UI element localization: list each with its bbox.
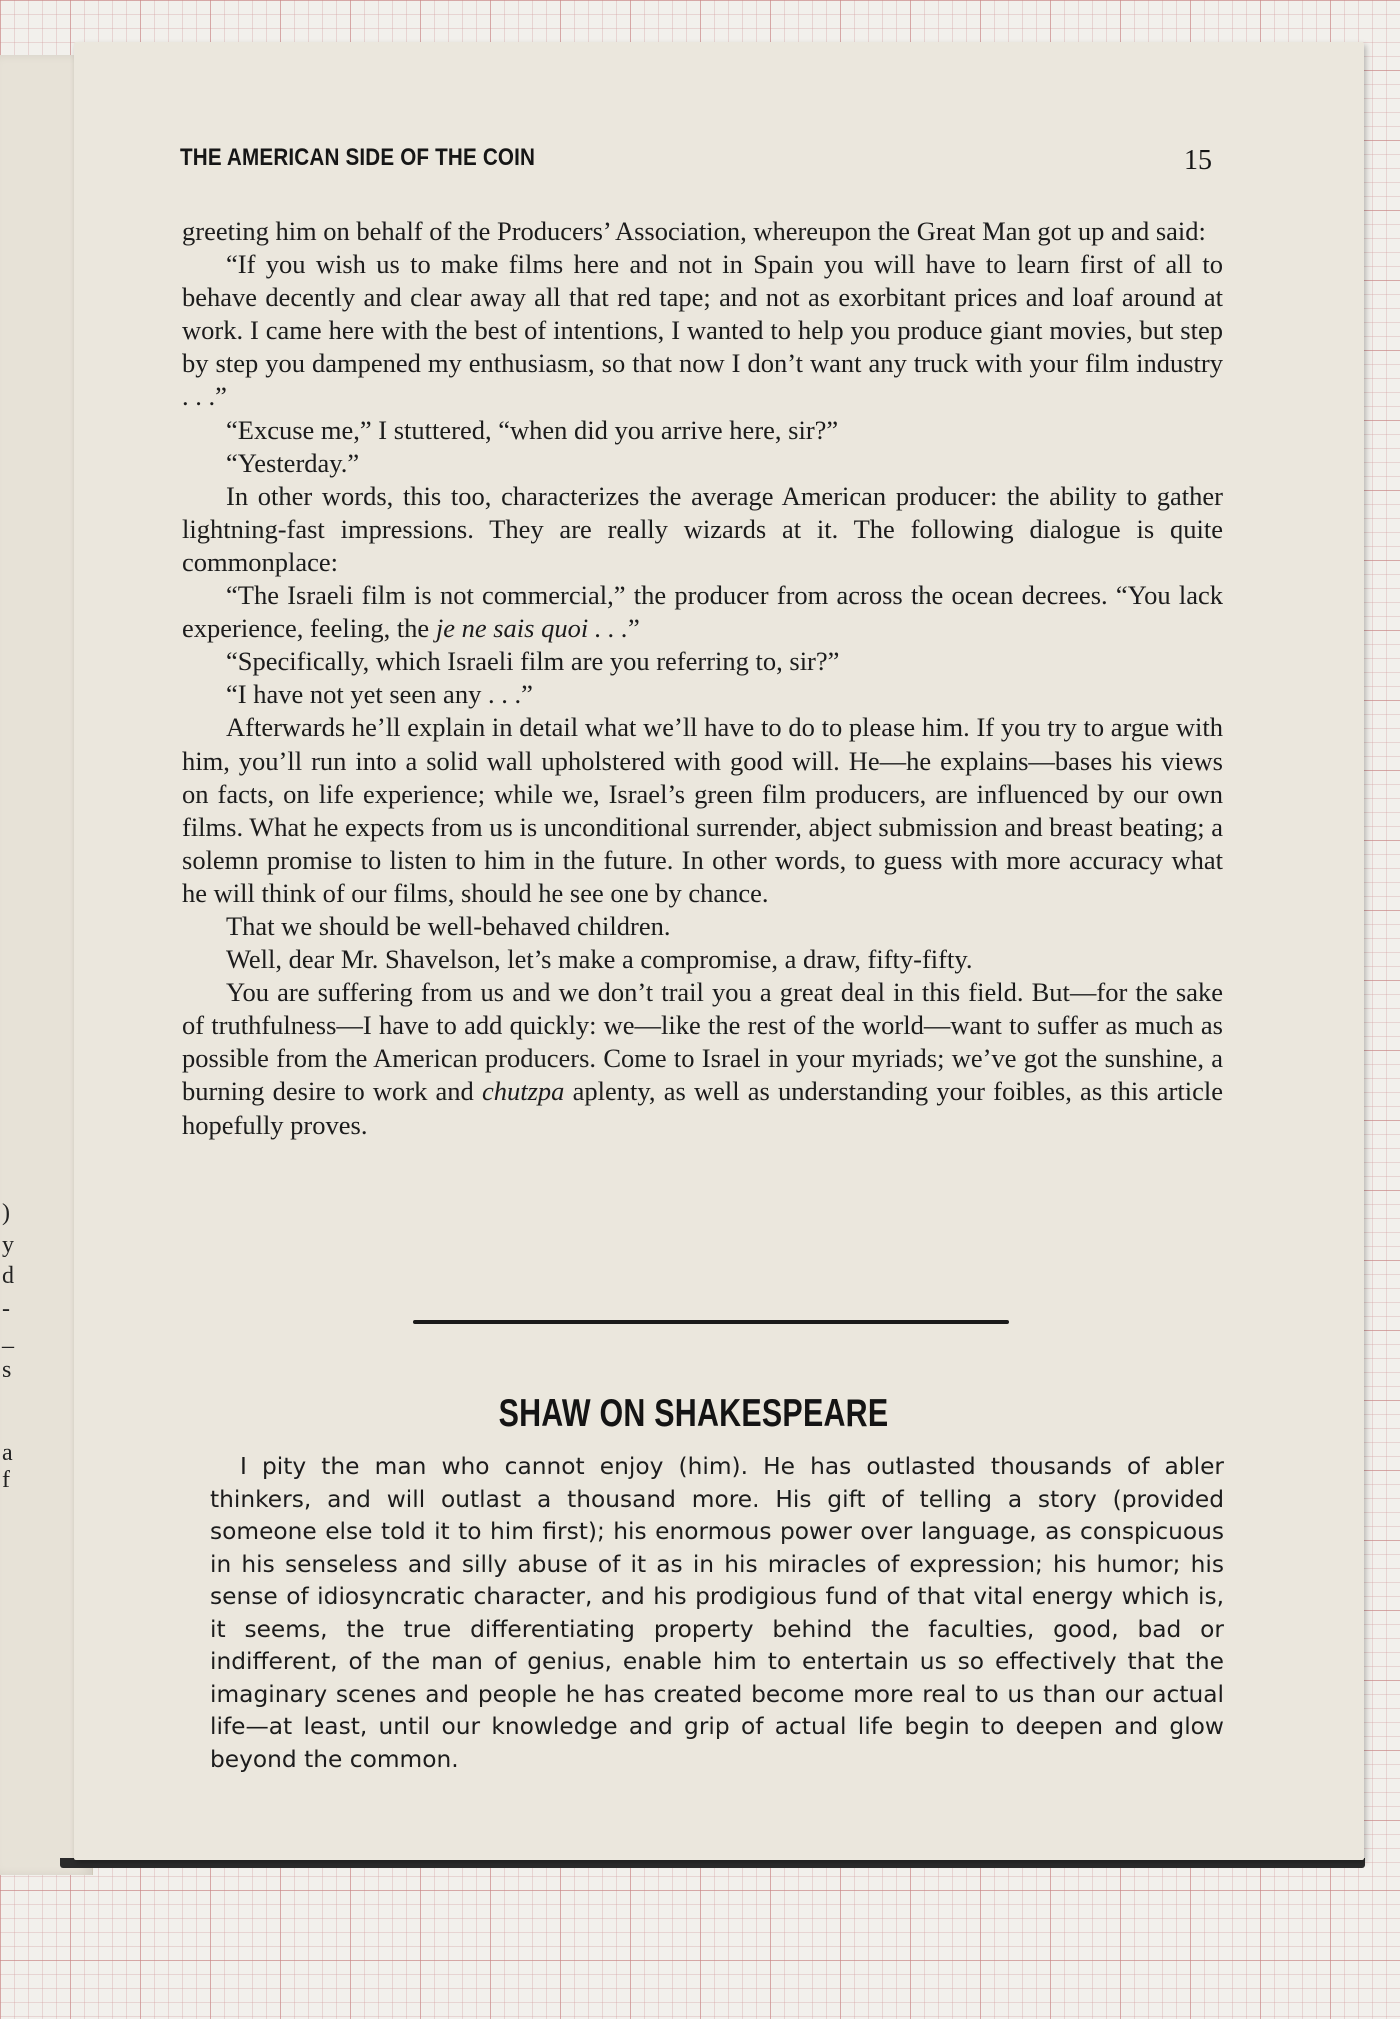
italic-phrase: je ne sais quoi . . .	[435, 613, 628, 644]
article-paragraph: “I have not yet seen any . . .”	[226, 679, 533, 710]
section-divider	[413, 1320, 1009, 1324]
shaw-quote-paragraph: I pity the man who cannot enjoy (him). He has outlasted thousands of abler thinkers, and will outlast a thousand more. His gift of telling a story (provided someone else told it to him first); his enormous power over language, as conspicuous in his senseless and silly abuse of it as in his miracles of expression; his humor; his sense of idiosyncratic character, and his prodigious fund of that vital energy which is, it seems, the true differentiating property behind the faculties, good, bad or indifferent, of the man of genius, enable him to entertain us so effectively that the imaginary scenes and people he has created become more real to us than our actual life—at least, until our knowledge and grip of actual life begin to deepen and glow beyond the common.	[210, 1453, 1224, 1773]
prev-page-fragment: )	[2, 1200, 10, 1226]
article-paragraph: greeting him on behalf of the Producers’ Association, whereupon the Great Man got up and said:	[182, 216, 1206, 246]
article-paragraph: That we should be well-behaved children.	[226, 910, 671, 941]
article-paragraph: “The Israeli film is not commercial,” the producer from across the ocean decrees. “You lack experience, feeling, the je ne sais quoi . . .”	[182, 580, 1223, 644]
prev-page-fragment: -	[2, 1296, 10, 1322]
prev-page-fragment: y	[2, 1232, 14, 1258]
prev-page-fragment: _	[2, 1325, 14, 1351]
section-title: SHAW ON SHAKESPEARE	[498, 1392, 889, 1435]
article-body	[182, 215, 1223, 1142]
article-paragraph: “Yesterday.”	[226, 447, 360, 478]
italic-phrase: chutzpa	[481, 1076, 565, 1107]
article-paragraph: In other words, this too, characterizes the average American producer: the ability to gather lightning-fast impressions. They are really wizards at it. The following dialogue is quite commonplace:	[182, 480, 1223, 577]
prev-page-fragment: s	[2, 1357, 12, 1383]
page-number: 15	[1184, 145, 1212, 176]
shaw-quote-body	[210, 1451, 1224, 1776]
article-paragraph: You are suffering from us and we don’t trail you a great deal in this field. But—for the sake of truthfulness—I have to add quickly: we—like the rest of the world—want to suffer as much as possible from the American producers. Come to Israel in your myriads; we’ve got the sunshine, a burning desire to work and chutzpa aplenty, as well as understanding your foibles, as this article hopefully proves.	[182, 977, 1223, 1140]
article-paragraph: Well, dear Mr. Shavelson, let’s make a compromise, a draw, fifty-fifty.	[226, 944, 973, 975]
prev-page-fragment: f	[2, 1467, 10, 1493]
article-paragraph: “If you wish us to make films here and not in Spain you will have to learn first of all to behave decently and clear away all that red tape; and not as exorbitant prices and loaf around at work. I came here with the best of intentions, I wanted to help you produce giant movies, but step by step you dampened my enthusiasm, so that now I don’t want any truck with your film industry . . .”	[182, 249, 1223, 412]
prev-page-fragment: a	[2, 1440, 13, 1466]
article-paragraph: Afterwards he’ll explain in detail what we’ll have to do to please him. If you try to argue with him, you’ll run into a solid wall upholstered with good will. He—he explains—bases his views on facts, on life experience; while we, Israel’s green film producers, are influenced by our own films. What he expects from us is unconditional surrender, abject submission and breast beating; a solemn promise to listen to him in the future. In other words, to guess with more accuracy what he will think of our films, should he see one by chance.	[182, 712, 1223, 908]
article-paragraph: “Specifically, which Israeli film are you referring to, sir?”	[226, 646, 840, 677]
prev-page-fragment: d	[2, 1263, 14, 1289]
article-paragraph: “Excuse me,” I stuttered, “when did you arrive here, sir?”	[226, 414, 839, 445]
running-head: THE AMERICAN SIDE OF THE COIN	[180, 144, 536, 171]
